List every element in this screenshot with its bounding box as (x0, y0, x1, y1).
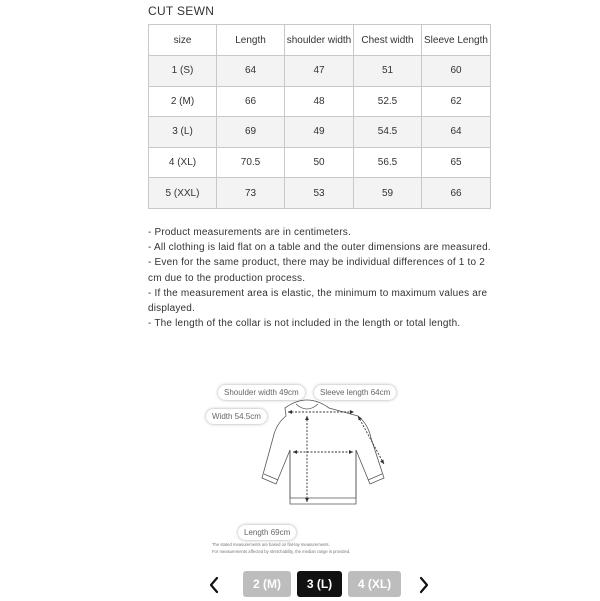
note-line: - Product measurements are in centimeters. (148, 227, 351, 238)
table-cell: 4 (XL) (149, 147, 217, 178)
table-cell: 3 (L) (149, 117, 217, 148)
prev-button[interactable] (202, 571, 226, 599)
table-cell: 66 (422, 178, 491, 209)
table-cell: 48 (285, 86, 354, 117)
table-cell: 64 (422, 117, 491, 148)
table-cell: 1 (S) (149, 56, 217, 87)
measurement-notes (148, 225, 493, 331)
length-label: Length 69cm (238, 525, 296, 540)
sleeve-length-label: Sleeve length 64cm (314, 385, 396, 400)
size-button-l[interactable]: 3 (L) (297, 571, 342, 597)
table-header-row (149, 25, 491, 56)
table-cell: 60 (422, 56, 491, 87)
table-row (149, 178, 491, 209)
header-size: size (149, 25, 217, 56)
table-row (149, 147, 491, 178)
header-chest-width: Chest width (354, 25, 422, 56)
table-cell: 62 (422, 86, 491, 117)
size-button-m[interactable]: 2 (M) (243, 571, 291, 597)
table-cell: 70.5 (217, 147, 285, 178)
table-cell: 66 (217, 86, 285, 117)
table-row (149, 117, 491, 148)
note-line: - Even for the same product, there may be individual differences of 1 to 2 cm due to the production process. (148, 257, 486, 284)
table-cell: 51 (354, 56, 422, 87)
table-row (149, 56, 491, 87)
table-cell: 54.5 (354, 117, 422, 148)
table-cell: 52.5 (354, 86, 422, 117)
header-sleeve-length: Sleeve Length (422, 25, 491, 56)
size-button-xl[interactable]: 4 (XL) (348, 571, 401, 597)
table-cell: 50 (285, 147, 354, 178)
table-row (149, 86, 491, 117)
note-line: - All clothing is laid flat on a table and the outer dimensions are measured. (148, 242, 491, 254)
note-line: - The length of the collar is not included in the length or total length. (148, 318, 461, 330)
header-shoulder-width: shoulder width (285, 25, 354, 56)
next-button[interactable] (412, 571, 436, 599)
table-cell: 2 (M) (149, 86, 217, 117)
header-length: Length (217, 25, 285, 56)
table-cell: 73 (217, 178, 285, 209)
shoulder-width-label: Shoulder width 49cm (218, 385, 305, 400)
table-cell: 53 (285, 178, 354, 209)
table-cell: 59 (354, 178, 422, 209)
table-cell: 49 (285, 117, 354, 148)
chevron-left-icon (208, 576, 220, 594)
width-label: Width 54.5cm (206, 409, 267, 424)
diagram-footnote: The stated measurements are based on flat-lay measurements. (212, 542, 330, 547)
table-cell: 64 (217, 56, 285, 87)
note-line: - If the measurement area is elastic, the minimum to maximum values are displayed. (148, 287, 488, 315)
table-cell: 56.5 (354, 147, 422, 178)
table-cell: 65 (422, 147, 491, 178)
size-pager (0, 571, 600, 601)
size-table (148, 24, 491, 209)
garment-illustration (200, 378, 410, 538)
table-cell: 69 (217, 117, 285, 148)
page-title: CUT SEWN (148, 4, 215, 18)
table-cell: 47 (285, 56, 354, 87)
diagram-footnote: For measurements affected by stretchability, the median range is provided. (212, 549, 351, 554)
chevron-right-icon (418, 576, 430, 594)
table-cell: 5 (XXL) (149, 178, 217, 209)
